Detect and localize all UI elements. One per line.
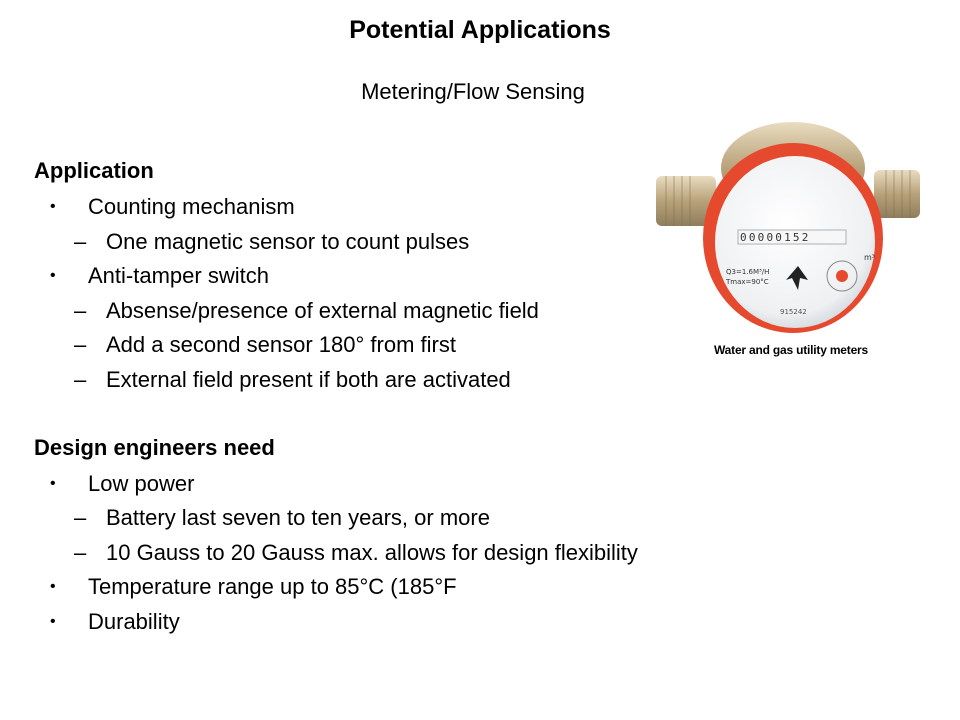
dash-marker: – xyxy=(74,367,87,392)
bullet-marker: • xyxy=(50,475,56,492)
bullet-marker: • xyxy=(50,613,56,630)
bullet-text: Counting mechanism xyxy=(88,194,295,219)
sub-bullet-text: 10 Gauss to 20 Gauss max. allows for design flexibility xyxy=(106,540,638,565)
section-heading-design-needs: Design engineers need xyxy=(34,435,275,460)
unit-label: m³ xyxy=(864,253,875,262)
figure-caption: Water and gas utility meters xyxy=(714,343,868,357)
dash-marker: – xyxy=(74,505,87,530)
dial-digits: 00000152 xyxy=(740,231,811,244)
bullet-text: Durability xyxy=(88,609,180,634)
sub-bullet-text: Battery last seven to ten years, or more xyxy=(106,505,490,530)
sub-bullet-text: External field present if both are activated xyxy=(106,367,511,392)
bullet-marker: • xyxy=(50,578,56,595)
bullet-text: Anti-tamper switch xyxy=(88,263,269,288)
sub-bullet-text: Add a second sensor 180° from first xyxy=(106,332,456,357)
water-meter-image xyxy=(652,118,924,340)
slide-subtitle: Metering/Flow Sensing xyxy=(361,79,585,104)
section-heading-application: Application xyxy=(34,158,154,183)
dial-spec-2: Tmax=90°C xyxy=(726,278,769,286)
dash-marker: – xyxy=(74,332,87,357)
dash-marker: – xyxy=(74,229,87,254)
bullet-text: Temperature range up to 85°C (185°F xyxy=(88,574,457,599)
serial-number: 915242 xyxy=(780,308,807,316)
bullet-marker: • xyxy=(50,198,56,215)
bullet-marker: • xyxy=(50,267,56,284)
dash-marker: – xyxy=(74,540,87,565)
dial-spec-1: Q3=1.6M³/H xyxy=(726,268,770,276)
sub-bullet-text: Absense/presence of external magnetic field xyxy=(106,298,539,323)
right-fitting xyxy=(874,170,920,218)
dash-marker: – xyxy=(74,298,87,323)
sub-dial-pointer xyxy=(836,270,848,282)
sub-bullet-text: One magnetic sensor to count pulses xyxy=(106,229,470,254)
slide-title: Potential Applications xyxy=(349,16,611,44)
bullet-text: Low power xyxy=(88,471,195,496)
